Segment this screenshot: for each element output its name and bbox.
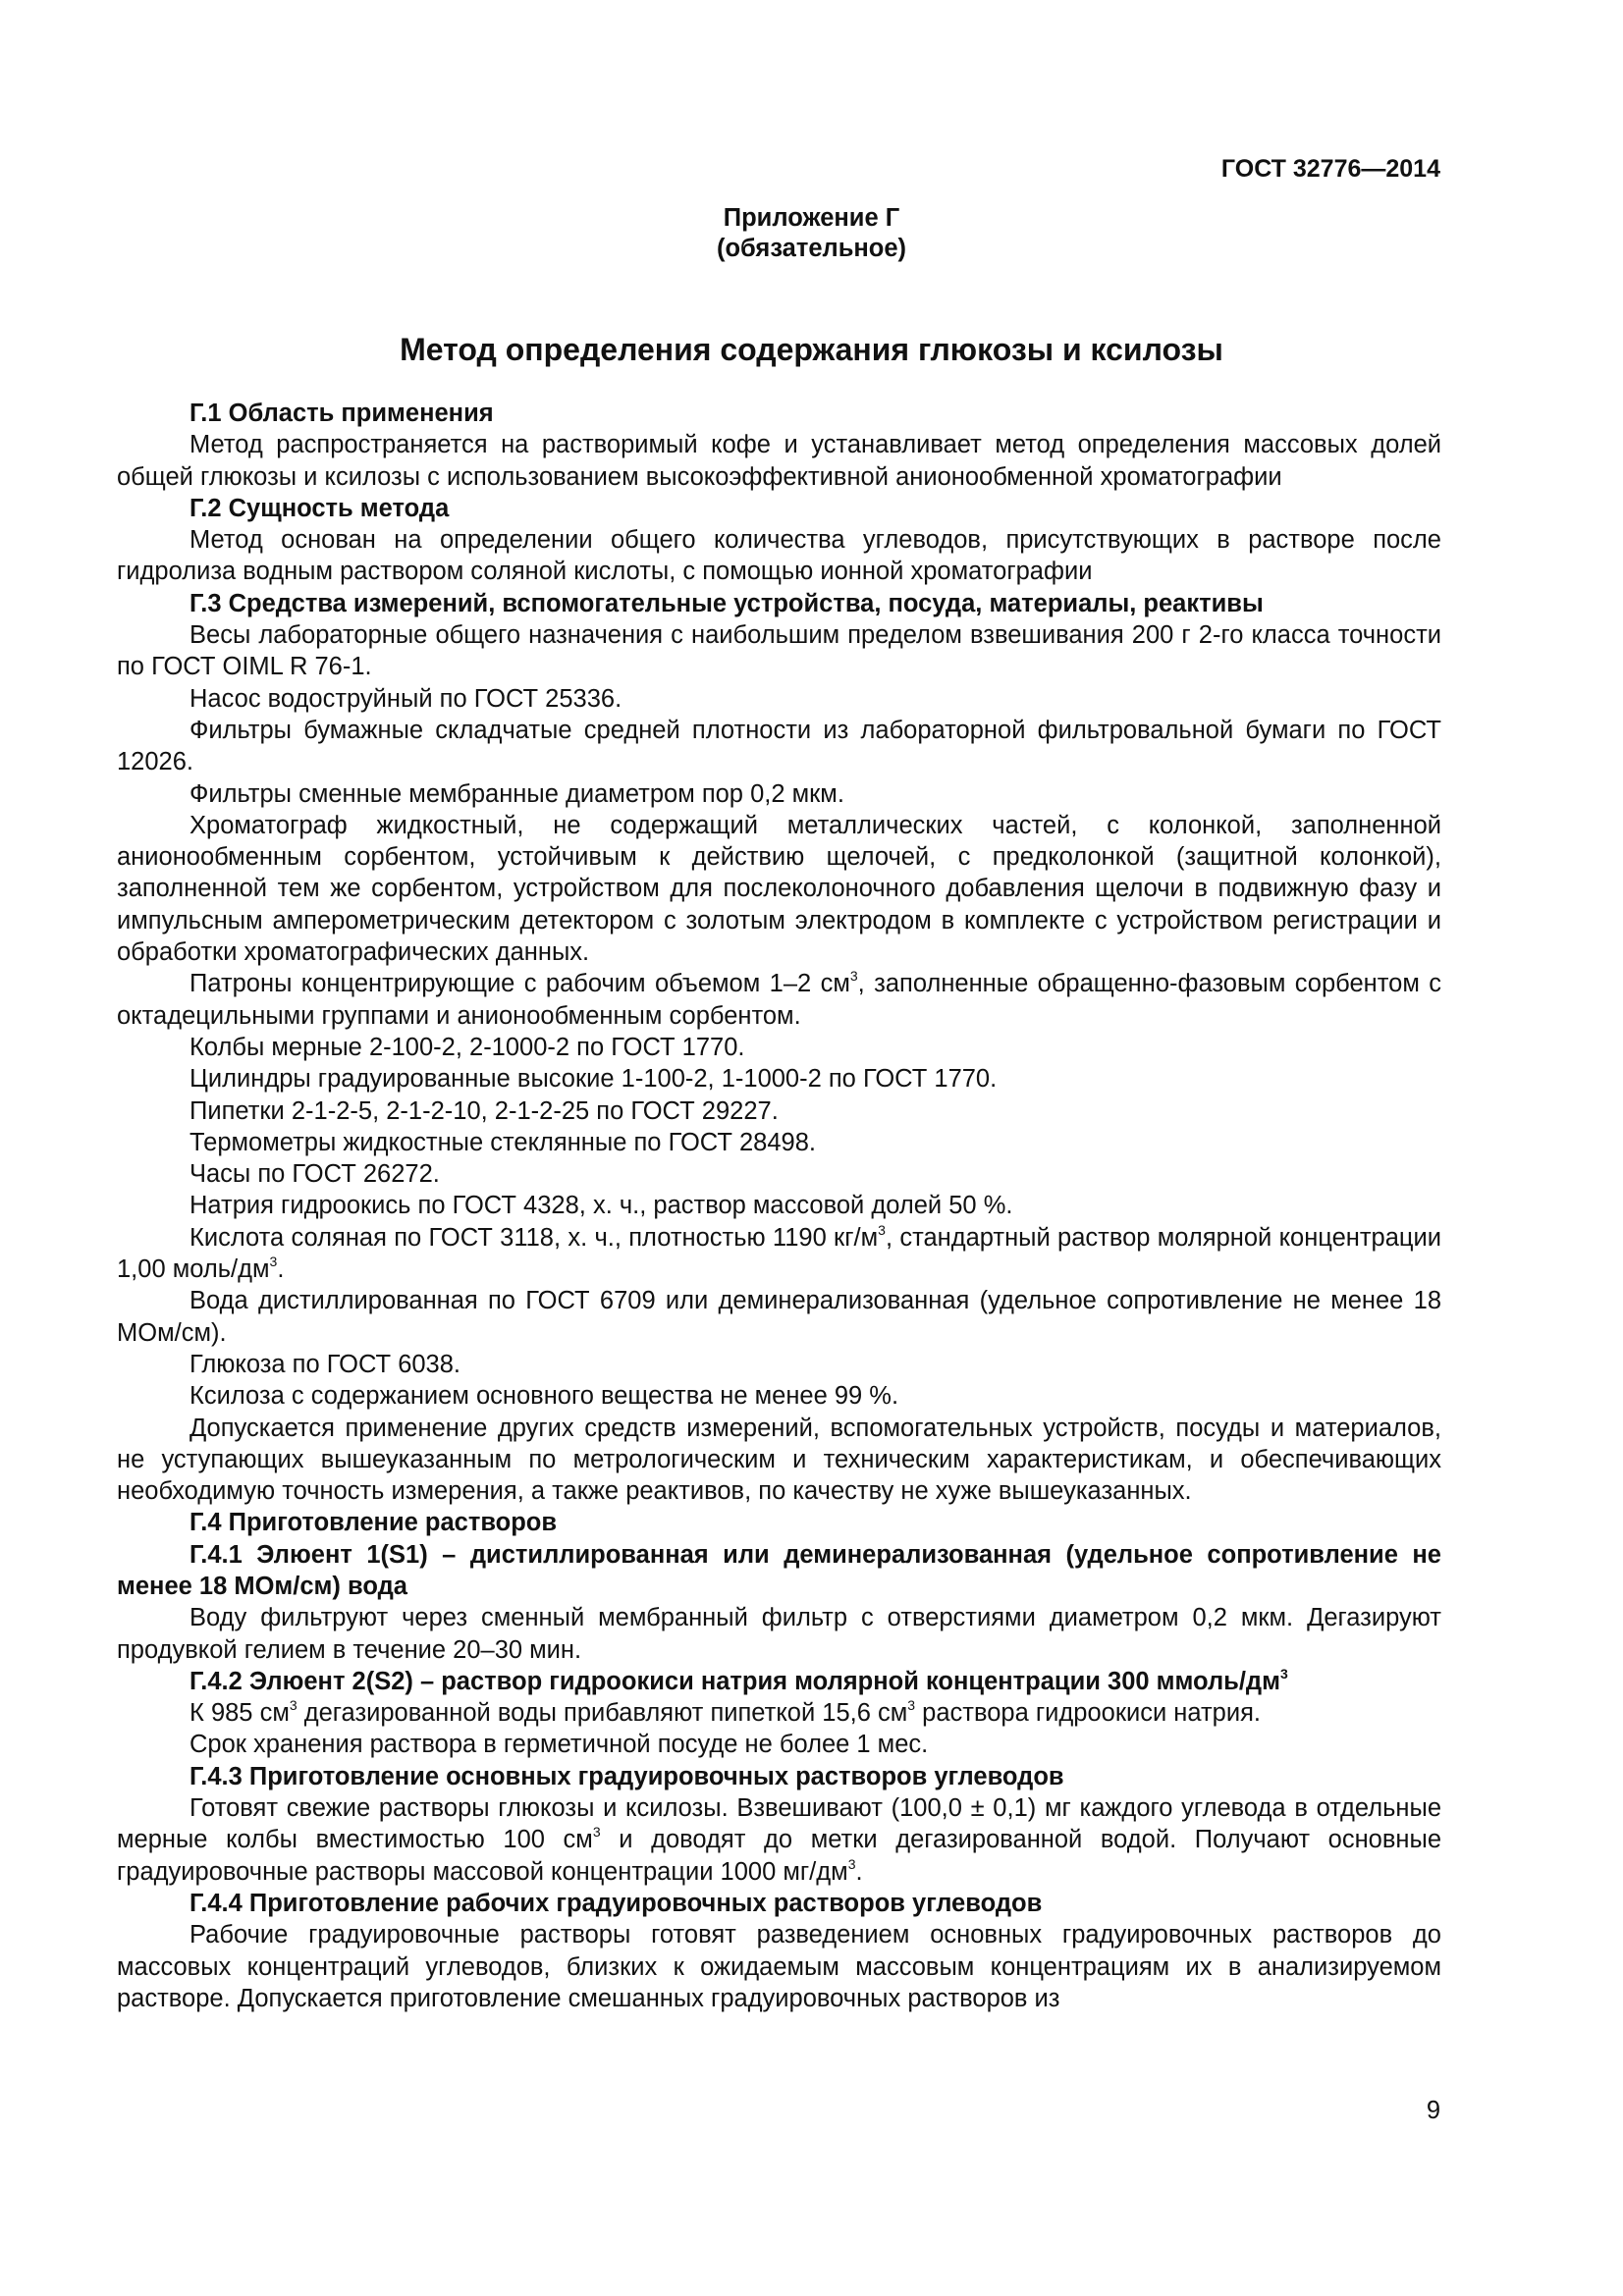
paragraph-g2-essence: Метод основан на определении общего количества углеводов, присутствующих в растворе после гидролиза водным раствором соляной кислоты, с помощью ионной хроматографии: [117, 526, 1441, 586]
paragraph-scales: Весы лабораторные общего назначения с наибольшим пределом взвешивания 200 г 2-го класса точности по ГОСТ OIML R 76-1.: [117, 621, 1441, 681]
hcl-period: .: [277, 1255, 285, 1284]
paragraph-cylinders: Цилиндры градуированные высокие 1-100-2, 1-1000-2 по ГОСТ 1770.: [189, 1065, 998, 1094]
superscript-3: 3: [1279, 1665, 1288, 1682]
document-title: Метод определения содержания глюкозы и ксилозы: [400, 332, 1223, 367]
section-heading-g3: Г.3 Средства измерений, вспомогательные устройства, посуда, материалы, реактивы: [189, 589, 1264, 617]
appendix-heading: [0, 203, 1623, 264]
paragraph-cartridges: [117, 968, 1441, 1032]
paragraph-g41: Воду фильтруют через сменный мембранный фильтр с отверстиями диаметром 0,2 мкм. Дегазируют продувкой гелием в течение 20–30 мин.: [117, 1604, 1441, 1664]
paragraph-paper-filters: Фильтры бумажные складчатые средней плотности из лабораторной фильтровальной бумаги по ГОСТ 12026.: [117, 716, 1441, 776]
g43-text-a: Готовят свежие растворы глюкозы и ксилозы. Взвешивают (100,0 ± 0,1) мг каждого углевода в отдельные мерные колбы вместимостью 100 см: [117, 1794, 1441, 1854]
cartridges-text-a: Патроны концентрирующие с рабочим объемом 1–2 см: [189, 970, 850, 998]
g42-text-c: раствора гидроокиси натрия.: [915, 1699, 1261, 1728]
paragraph-clock: Часы по ГОСТ 26272.: [189, 1160, 440, 1189]
section-heading-g43: Г.4.3 Приготовление основных градуировочных растворов углеводов: [189, 1762, 1064, 1790]
superscript-3: 3: [907, 1697, 916, 1714]
cartridges-text-b: , заполненные обращенно-фазовым сорбентом с октадецильными группами и анионообменным сорбентом.: [117, 970, 1441, 1030]
document-body: [117, 398, 1441, 2014]
g42-text-b: дегазированной воды прибавляют пипеткой 15,6 см: [297, 1699, 908, 1728]
section-heading-g44: Г.4.4 Приготовление рабочих градуировочных растворов углеводов: [189, 1889, 1043, 1917]
paragraph-glucose: Глюкоза по ГОСТ 6038.: [189, 1350, 461, 1378]
section-heading-g1: Г.1 Область применения: [189, 400, 494, 427]
paragraph-xylose: Ксилоза с содержанием основного вещества не менее 99 %.: [189, 1382, 899, 1411]
hcl-text-b: , стандартный раствор молярной концентрации 1,00 моль/дм: [117, 1223, 1441, 1284]
page-number: 9: [1426, 2097, 1440, 2124]
paragraph-membrane-filters: Фильтры сменные мембранные диаметром пор 0,2 мкм.: [189, 779, 844, 808]
appendix-status: (обязательное): [716, 235, 907, 262]
superscript-3: 3: [849, 968, 858, 985]
superscript-3: 3: [847, 1855, 856, 1872]
hcl-text-a: Кислота соляная по ГОСТ 3118, х. ч., плотностью 1190 кг/м: [189, 1223, 879, 1252]
g42-heading-text: Г.4.2 Элюент 2(S2) – раствор гидроокиси натрия молярной концентрации 300 ммоль/дм: [189, 1667, 1280, 1695]
paragraph-chromatograph: Хроматограф жидкостный, не содержащий металлических частей, с колонкой, заполненной анионообменным сорбентом, устойчивым к действию щелочей, с предколонкой (защитной колонкой), заполненной тем же сорбентом, устройством для послеколоночного добавления щелочи в подвижную фазу и импульсным амперометрическим детектором с золотым электродом в комплекте с устройством регистрации и обработки хроматографических данных.: [117, 811, 1441, 967]
paragraph-hcl: [117, 1222, 1441, 1286]
paragraph-water: Вода дистиллированная по ГОСТ 6709 или деминерализованная (удельное сопротивление не менее 18 МОм/см).: [117, 1287, 1441, 1347]
paragraph-g44: Рабочие градуировочные растворы готовят разведением основных градуировочных растворов до массовых концентраций углеводов, близких к ожидаемым массовым концентрациям их в анализируемом растворе. Допускается приготовление смешанных градуировочных растворов из: [117, 1921, 1441, 2012]
paragraph-flasks: Колбы мерные 2-100-2, 2-1000-2 по ГОСТ 1770.: [189, 1033, 745, 1061]
paragraph-pump: Насос водоструйный по ГОСТ 25336.: [189, 684, 622, 713]
paragraph-g42: [117, 1697, 1441, 1729]
superscript-3: 3: [592, 1824, 601, 1841]
paragraph-g43: [117, 1792, 1441, 1888]
g42-text-a: К 985 см: [189, 1699, 290, 1728]
paragraph-g42-storage: Срок хранения раствора в герметичной посуде не более 1 мес.: [189, 1731, 929, 1759]
section-heading-g4: Г.4 Приготовление растворов: [189, 1509, 558, 1537]
g43-text-b: и доводят до метки дегазированной водой. Получают основные градуировочные растворы массовой концентрации 1000 мг/дм: [117, 1826, 1442, 1886]
paragraph-allowed: Допускается применение других средств измерений, вспомогательных устройств, посуды и материалов, не уступающих вышеуказанным по метрологическим и техническим характеристикам, и обеспечивающих необходимую точность измерения, а также реактивов, по качеству не хуже вышеуказанных.: [117, 1414, 1441, 1506]
g43-period: .: [855, 1857, 863, 1886]
section-heading-g2: Г.2 Сущность метода: [189, 494, 450, 522]
appendix-label: Приложение Г: [723, 204, 900, 232]
paragraph-g1-scope: Метод распространяется на растворимый кофе и устанавливает метод определения массовых долей общей глюкозы и ксилозы с использованием высокоэффективной анионообменной хроматографии: [117, 431, 1441, 491]
standard-id: ГОСТ 32776—2014: [1220, 155, 1440, 183]
section-heading-g41: Г.4.1 Элюент 1(S1) – дистиллированная или деминерализованная (удельное сопротивление не менее 18 МОм/см) вода: [117, 1540, 1441, 1600]
superscript-3: 3: [269, 1254, 278, 1270]
section-heading-g42: [117, 1666, 1441, 1697]
paragraph-naoh: Натрия гидроокись по ГОСТ 4328, х. ч., раствор массовой долей 50 %.: [189, 1192, 1013, 1220]
paragraph-pipettes: Пипетки 2-1-2-5, 2-1-2-10, 2-1-2-25 по ГОСТ 29227.: [189, 1096, 779, 1125]
superscript-3: 3: [289, 1697, 298, 1714]
paragraph-thermometers: Термометры жидкостные стеклянные по ГОСТ 28498.: [189, 1128, 816, 1156]
superscript-3: 3: [878, 1221, 886, 1238]
